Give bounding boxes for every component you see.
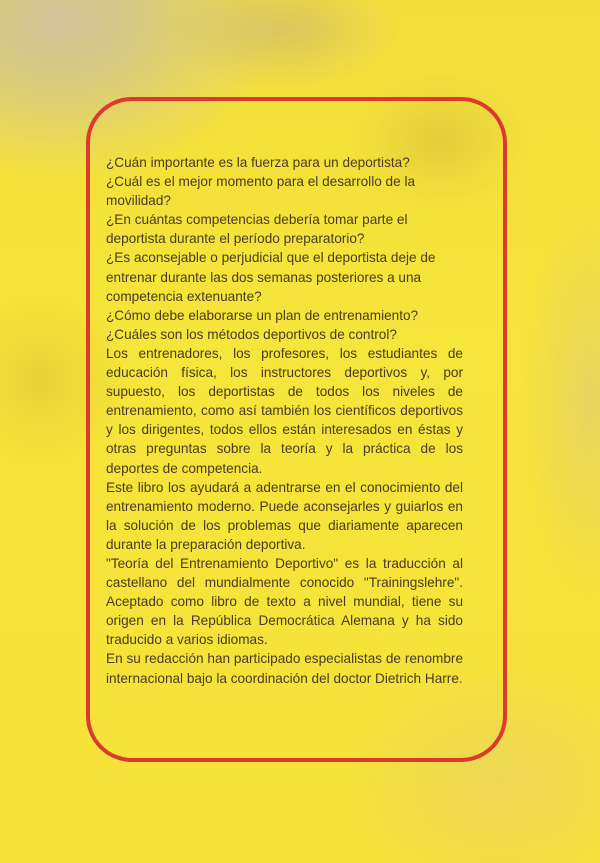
- paragraph-translation: "Teoría del Entrenamiento Deportivo" es la traducción al castellano del mundialmente conocido "Trainingslehre". Aceptado como libro de texto a nivel mundial, tiene su origen en la República Democrática Alemana y ha sido traducido a varios idiomas.: [106, 555, 463, 648]
- question-5: ¿Cómo debe elaborarse un plan de entrenamiento?: [106, 307, 419, 323]
- question-3: ¿En cuántas competencias debería tomar parte el deportista durante el período preparatorio?: [106, 212, 408, 247]
- paragraph-authors: En su redacción han participado especialistas de renombre internacional bajo la coordinación del doctor Dietrich Harre.: [106, 651, 463, 686]
- blurb-text: [106, 153, 463, 688]
- question-2: ¿Cuál es el mejor momento para el desarrollo de la movilidad?: [106, 174, 416, 209]
- question-6: ¿Cuáles son los métodos deportivos de control?: [106, 326, 397, 342]
- paragraph-audience: Los entrenadores, los profesores, los estudiantes de educación física, los instructores deportivos y, por supuesto, los deportistas de todos los niveles de entrenamiento, como así también los científicos deportivos y los dirigentes, todos ellos están interesados en éstas y otras preguntas sobre la teoría y la práctica de los deportes de competencia.: [106, 345, 463, 476]
- question-1: ¿Cuán importante es la fuerza para un deportista?: [106, 155, 410, 170]
- question-4: ¿Es aconsejable o perjudicial que el deportista deje de entrenar durante las dos semanas posteriores a una competencia extenuante?: [106, 250, 436, 304]
- paragraph-purpose: Este libro los ayudará a adentrarse en el conocimiento del entrenamiento moderno. Puede aconsejarles y guiarlos en la solución de los problemas que diariamente aparecen durante la preparación deportiva.: [106, 479, 463, 552]
